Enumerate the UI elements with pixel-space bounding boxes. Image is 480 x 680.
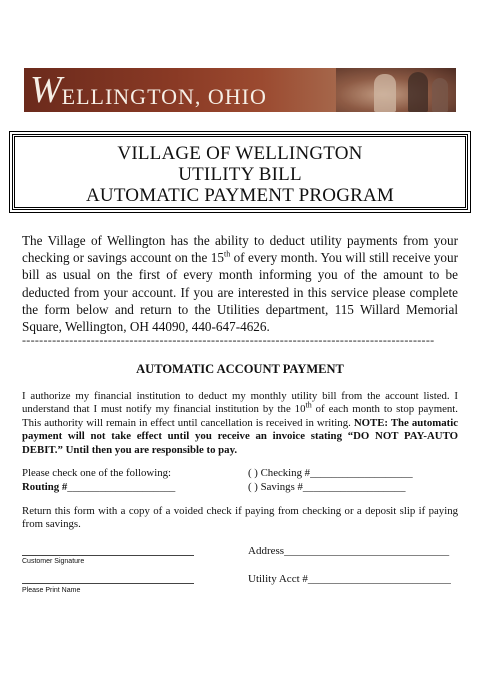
dashed-divider: ------------------------------------------------------------------------------------------------	[22, 333, 435, 347]
routing-field[interactable]: Routing #____________________	[22, 481, 176, 493]
signature-line[interactable]	[22, 555, 194, 556]
title-line-2: UTILITY BILL	[178, 164, 302, 185]
print-name-label: Please Print Name	[22, 587, 81, 594]
savings-option[interactable]: ( ) Savings #___________________	[248, 481, 406, 493]
check-instruction: Please check one of the following:	[22, 467, 172, 479]
intro-paragraph: The Village of Wellington has the ability to deduct utility payments from your checking or savings account on the 15th of every month. You will still receive your bill as usual on the first of every month informing you of the amount to be deducted from your account. If you are interested in this service please complete the form below and return to the Utilities department, 115 Willard Memorial Square, Wellington, OH 44090, 440-647-4626.	[22, 233, 459, 335]
checking-option[interactable]: ( ) Checking #___________________	[248, 467, 413, 479]
title-box	[12, 134, 468, 210]
banner-scene-image	[336, 68, 456, 112]
print-name-line[interactable]	[22, 583, 194, 584]
title-line-3: AUTOMATIC PAYMENT PROGRAM	[85, 185, 395, 206]
section-heading: AUTOMATIC ACCOUNT PAYMENT	[136, 362, 344, 376]
title-line-1: VILLAGE OF WELLINGTON	[117, 143, 363, 164]
logo-initial: W	[30, 69, 62, 111]
logo-text: ELLINGTON, OHIO	[61, 84, 267, 109]
wellington-logo	[30, 69, 267, 111]
address-field[interactable]: Address______________________________	[248, 545, 450, 557]
utility-acct-field[interactable]: Utility Acct #__________________________	[248, 573, 451, 585]
signature-label: Customer Signature	[22, 558, 85, 565]
note-bold: NOTE: The automatic payment will not take effect until you receive an invoice stating “DO NOT PAY-AUTO DEBIT.” Until then you are responsible to pay.	[22, 416, 459, 456]
return-instructions: Return this form with a copy of a voided check if paying from checking or a deposit slip if paying from savings.	[22, 505, 458, 531]
header-banner	[24, 68, 456, 112]
authorization-paragraph: I authorize my financial institution to deduct my monthly utility bill from the account listed. I understand that I must notify my financial institution by the 10th of each month to stop payment. This authority will remain in effect until cancellation is received in writing. NOTE: The automatic payment will not take effect until you receive an invoice stating “DO NOT PAY-AUTO DEBIT.” Until then you are responsible to pay.	[22, 390, 459, 456]
